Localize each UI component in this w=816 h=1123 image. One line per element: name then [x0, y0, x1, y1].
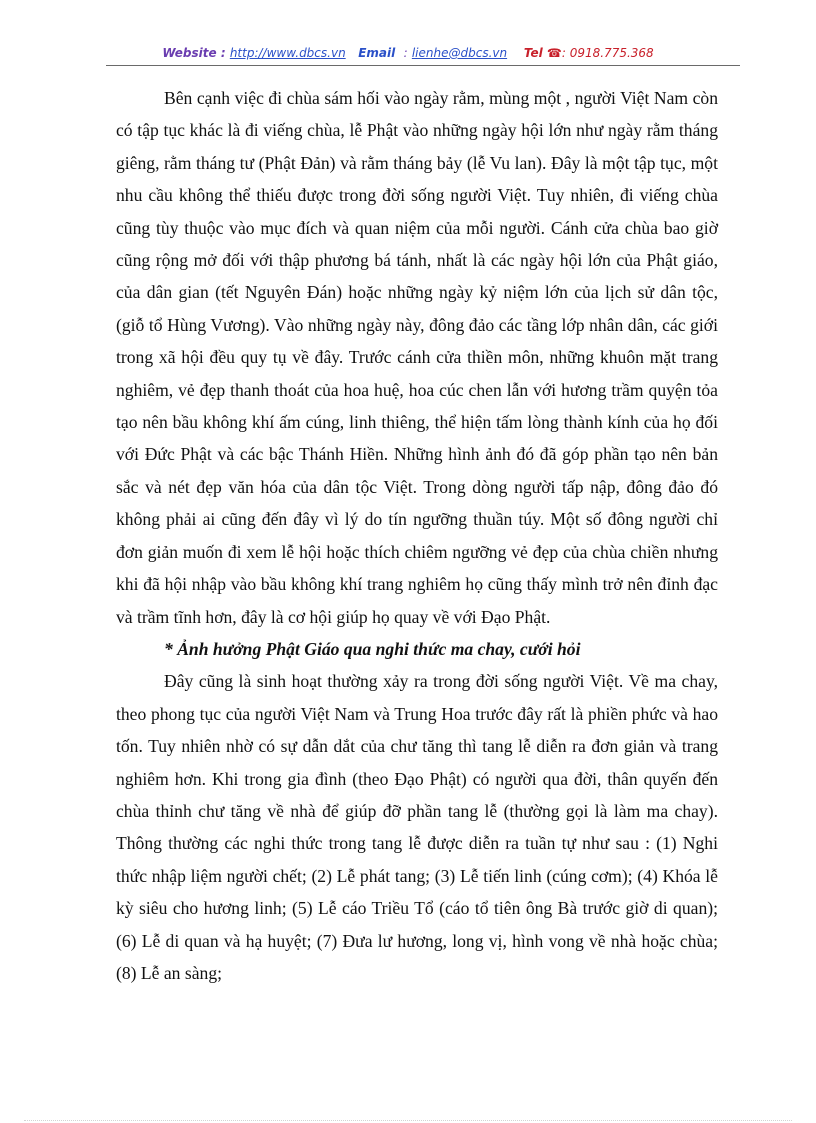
- website-label: Website :: [162, 46, 226, 60]
- phone-icon: ☎: [546, 46, 562, 60]
- tel-label: Tel: [523, 46, 543, 60]
- footer-divider: [24, 1120, 792, 1121]
- body-paragraph: Bên cạnh việc đi chùa sám hối vào ngày rằm, mùng một , người Việt Nam còn có tập tục khác là đi viếng chùa, lễ Phật vào những ngày hội lớn như ngày rằm tháng giêng, rằm tháng tư (Phật Đản) và rằm tháng bảy (lễ Vu lan). Đây là một tập tục, một nhu cầu không thể thiếu được trong đời sống người Việt. Tuy nhiên, đi viếng chùa cũng tùy thuộc vào mục đích và quan niệm của mỗi người. Cánh cửa chùa bao giờ cũng rộng mở đối với thập phương bá tánh, nhất là các ngày hội lớn của Phật giáo, của dân gian (tết Nguyên Đán) hoặc những ngày kỷ niệm lớn của lịch sử dân tộc, (giỗ tổ Hùng Vương). Vào những ngày này, đông đảo các tầng lớp nhân dân, các giới trong xã hội đều quy tụ về đây. Trước cánh cửa thiền môn, những khuôn mặt trang nghiêm, vẻ đẹp thanh thoát của hoa huệ, hoa cúc chen lẫn với hương trầm quyện tỏa tạo nên bầu không khí ấm cúng, linh thiêng, thể hiện tấm lòng thành kính của họ đối với Đức Phật và các bậc Thánh Hiền. Những hình ảnh đó đã góp phần tạo nên bản sắc và nét đẹp văn hóa của dân tộc Việt. Trong dòng người tấp nập, đông đảo đó không phải ai cũng đến đây vì lý do tín ngưỡng thuần túy. Một số đông người chỉ đơn giản muốn đi xem lễ hội hoặc thích chiêm ngưỡng vẻ đẹp của chùa chiền nhưng khi đã hội nhập vào bầu không khí trang nghiêm họ cũng thấy mình trở nên đỉnh đạc và trầm tĩnh hơn, đây là cơ hội giúp họ quay về với Đạo Phật.: [116, 88, 718, 627]
- email-link[interactable]: lienhe@dbcs.vn: [411, 46, 508, 60]
- email-separator: :: [403, 46, 408, 60]
- header-divider: [106, 65, 740, 66]
- body-paragraph: Đây cũng là sinh hoạt thường xảy ra trong đời sống người Việt. Về ma chay, theo phong tục của người Việt Nam và Trung Hoa trước đây rất là phiền phức và hao tốn. Tuy nhiên nhờ có sự dẫn dắt của chư tăng thì tang lễ diễn ra đơn giản và trang nghiêm hơn. Khi trong gia đình (theo Đạo Phật) có người qua đời, thân quyến đến chùa thỉnh chư tăng về nhà để giúp đỡ phần tang lễ (thường gọi là làm ma chay). Thông thường các nghi thức trong tang lễ được diễn ra tuần tự như sau : (1) Nghi thức nhập liệm người chết; (2) Lễ phát tang; (3) Lễ tiến linh (cúng cơm); (4) Khóa lễ kỳ siêu cho hương linh; (5) Lễ cáo Triều Tổ (cáo tổ tiên ông Bà trước giờ di quan); (6) Lễ di quan và hạ huyệt; (7) Đưa lư hương, long vị, hình vong về nhà hoặc chùa; (8) Lễ an sàng;: [116, 671, 718, 983]
- section-heading: * Ảnh hưởng Phật Giáo qua nghi thức ma chay, cưới hỏi: [164, 638, 581, 659]
- document-body: [116, 82, 718, 989]
- email-label: Email: [358, 46, 396, 60]
- tel-number: : 0918.775.368: [561, 46, 654, 60]
- page-header: [0, 46, 816, 60]
- website-link[interactable]: http://www.dbcs.vn: [229, 46, 346, 60]
